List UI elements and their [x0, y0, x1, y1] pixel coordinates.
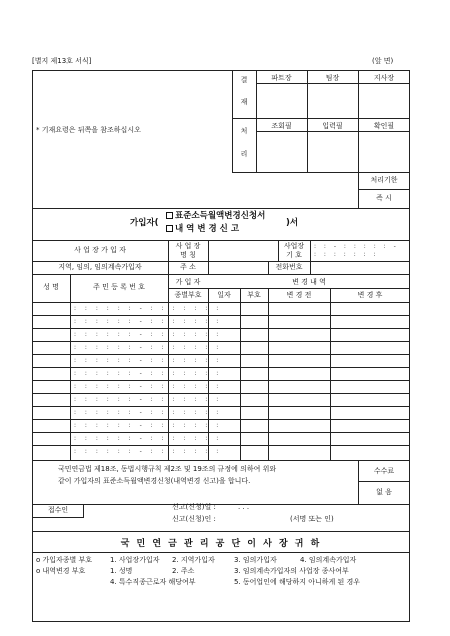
phone-label: 전화번호 — [275, 263, 303, 271]
process-label-1: 처 — [240, 127, 248, 135]
legend-change-4: 4. 특수직종근로자 해당여부 — [110, 578, 196, 586]
approval-label-1: 결 — [240, 76, 248, 84]
checkbox[interactable] — [166, 225, 173, 232]
legend-type-4: 4. 임의계속가입자 — [300, 556, 357, 564]
row-divider — [32, 341, 410, 342]
legend-type-2: 2. 지역가입자 — [172, 556, 215, 564]
legend-change-3: 3. 임의계속가입자의 사업장 종사여부 — [234, 567, 349, 575]
rrn-field[interactable]: : : : : : : - : : : : : : : — [74, 305, 222, 312]
deadline-value: 즉 시 — [376, 194, 392, 202]
row-divider — [32, 367, 410, 368]
rrn-field[interactable]: : : : : : : - : : : : : : : — [74, 448, 222, 455]
rrn-field[interactable]: : : : : : : - : : : : : : : — [74, 344, 222, 351]
row-divider — [32, 354, 410, 355]
rrn-field[interactable]: : : : : : : - : : : : : : : — [74, 318, 222, 325]
legend-change-1: 1. 성명 — [110, 567, 133, 575]
workplace-code-field-2[interactable]: : : : : : : : — [314, 251, 379, 258]
row-divider — [32, 328, 410, 329]
column-code: 부호 — [247, 291, 261, 299]
row-divider — [32, 406, 410, 407]
signature-label: (서명 또는 인) — [290, 515, 334, 523]
row-divider — [32, 393, 410, 394]
instructions-note: * 기재요령은 뒤쪽을 참조하십시오 — [36, 126, 141, 134]
column-changes: 변 경 내 역 — [292, 278, 326, 286]
workplace-name-label-2: 명 칭 — [180, 251, 196, 259]
employer-subscriber-label: 사 업 장 가 입 자 — [74, 246, 126, 254]
process-inquiry: 조회필 — [271, 122, 292, 130]
deadline-label: 처리기한 — [370, 176, 398, 184]
receipt-label: 접수인 — [47, 506, 69, 514]
approval-part-leader: 파트장 — [271, 74, 292, 82]
workplace-code-label-2: 기 호 — [286, 251, 302, 259]
rrn-field[interactable]: : : : : : : - : : : : : : : — [74, 370, 222, 377]
row-divider — [32, 419, 410, 420]
row-divider — [32, 315, 410, 316]
page-side-label: (앞 면) — [372, 57, 394, 65]
addressee: 국 민 연 금 관 리 공 단 이 사 장 귀 하 — [120, 539, 322, 549]
approval-label-2: 재 — [240, 98, 248, 106]
legend-type-label: o 가입자종별 부호 — [36, 556, 93, 564]
checkbox[interactable] — [166, 212, 173, 219]
rrn-field[interactable]: : : : : : : - : : : : : : : — [74, 396, 222, 403]
process-input: 입력필 — [322, 122, 343, 130]
legend-change-label: o 내역변경 부호 — [36, 567, 86, 575]
rrn-field[interactable]: : : : : : : - : : : : : : : — [74, 422, 222, 429]
filing-date-field[interactable]: . . . — [238, 503, 250, 511]
row-divider — [32, 380, 410, 381]
workplace-code-field[interactable]: : : - : : : : : - — [314, 243, 399, 250]
rrn-field[interactable]: : : : : : : - : : : : : : : — [74, 383, 222, 390]
workplace-name-label-1: 사 업 장 — [175, 242, 201, 250]
column-date: 일자 — [217, 291, 231, 299]
legend-change-5: 5. 동어업인에 해당하지 아니하게 된 경우 — [234, 578, 360, 586]
column-after: 변 경 후 — [357, 291, 383, 299]
process-label-2: 리 — [240, 150, 248, 158]
process-confirm: 확인필 — [373, 122, 395, 130]
title-option-income-change[interactable]: 표준소득월액변경신청서 — [166, 212, 265, 221]
column-rrn: 주 민 등 록 번 호 — [93, 283, 145, 291]
statement-line-1: 국민연금법 제18조, 동법시행규칙 제2조 및 19조의 규정에 의하여 위와 — [58, 465, 277, 473]
fee-value: 없 음 — [376, 488, 392, 496]
title-suffix: )서 — [286, 218, 299, 228]
row-divider — [32, 432, 410, 433]
rrn-field[interactable]: : : : : : : - : : : : : : : — [74, 331, 222, 338]
row-divider — [32, 445, 410, 446]
legend-type-3: 3. 임의가입자 — [234, 556, 277, 564]
filing-person-label: 신고(신청)인 : — [172, 515, 216, 523]
title-prefix: 가입자( — [130, 218, 159, 228]
workplace-code-label-1: 사업장 — [283, 242, 305, 250]
rrn-field[interactable]: : : : : : : - : : : : : : : — [74, 435, 222, 442]
filing-date-label: 신고(신청)일 : — [172, 503, 216, 511]
approval-branch-head: 지사장 — [373, 74, 395, 82]
regional-subscriber-label: 지역, 임의, 임의계속가입자 — [58, 263, 142, 271]
rrn-field[interactable]: : : : : : : - : : : : : : : — [74, 357, 222, 364]
column-type-2: 종별부호 — [174, 291, 202, 299]
legend-type-1: 1. 사업장가입자 — [110, 556, 160, 564]
fee-label: 수수료 — [373, 467, 395, 475]
legend-change-2: 2. 주소 — [172, 567, 195, 575]
title-option-detail-change[interactable]: 내 역 변 경 신 고 — [166, 225, 239, 234]
column-name: 성 명 — [43, 283, 59, 291]
form-number: [별지 제13호 서식] — [32, 57, 92, 65]
statement-line-2: 같이 가입자의 표준소득월액변경신청(내역변경 신고)을 합니다. — [58, 477, 251, 485]
address-label: 주 소 — [180, 263, 196, 271]
rrn-field[interactable]: : : : : : : - : : : : : : : — [74, 409, 222, 416]
approval-team-leader: 팀장 — [325, 74, 340, 82]
column-before: 변 경 전 — [286, 291, 312, 299]
column-type-1: 가 입 자 — [175, 278, 201, 286]
